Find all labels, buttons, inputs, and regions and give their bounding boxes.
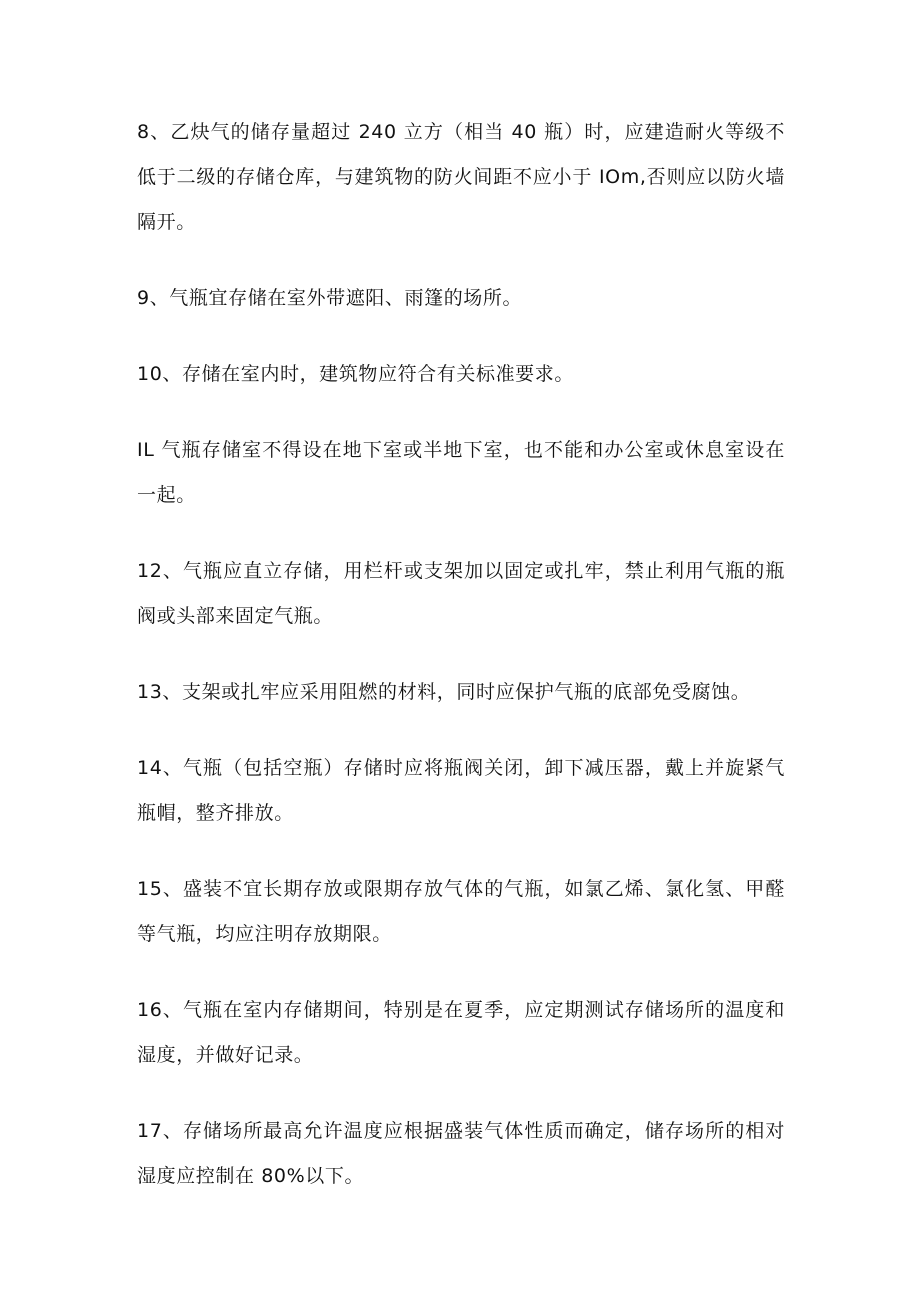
paragraph-16: 16、气瓶在室内存储期间，特别是在夏季，应定期测试存储场所的温度和湿度，并做好记录。 xyxy=(137,999,785,1066)
paragraph-8: 8、乙炔气的储存量超过 240 立方（相当 40 瓶）时，应建造耐火等级不低于二级的存储仓库，与建筑物的防火间距不应小于 IOm,否则应以防火墙隔开。 xyxy=(137,121,785,233)
paragraph-14: 14、气瓶（包括空瓶）存储时应将瓶阀关闭，卸下减压器，戴上并旋紧气瓶帽，整齐排放。 xyxy=(137,757,785,824)
paragraph-12: 12、气瓶应直立存储，用栏杆或支架加以固定或扎牢，禁止利用气瓶的瓶阀或头部来固定气瓶。 xyxy=(137,560,785,627)
paragraph-10: 10、存储在室内时，建筑物应符合有关标准要求。 xyxy=(137,363,574,385)
document-body xyxy=(137,110,785,1230)
paragraph-11: IL 气瓶存储室不得设在地下室或半地下室，也不能和办公室或休息室设在一起。 xyxy=(137,439,785,506)
paragraph-9: 9、气瓶宜存储在室外带遮阳、雨篷的场所。 xyxy=(137,287,523,309)
paragraph-15: 15、盛装不宜长期存放或限期存放气体的气瓶，如氯乙烯、氯化氢、甲醛等气瓶，均应注明存放期限。 xyxy=(137,878,785,945)
paragraph-13: 13、支架或扎牢应采用阻燃的材料，同时应保护气瓶的底部免受腐蚀。 xyxy=(137,681,751,703)
paragraph-17: 17、存储场所最高允许温度应根据盛装气体性质而确定，储存场所的相对湿度应控制在 80%以下。 xyxy=(137,1120,785,1187)
